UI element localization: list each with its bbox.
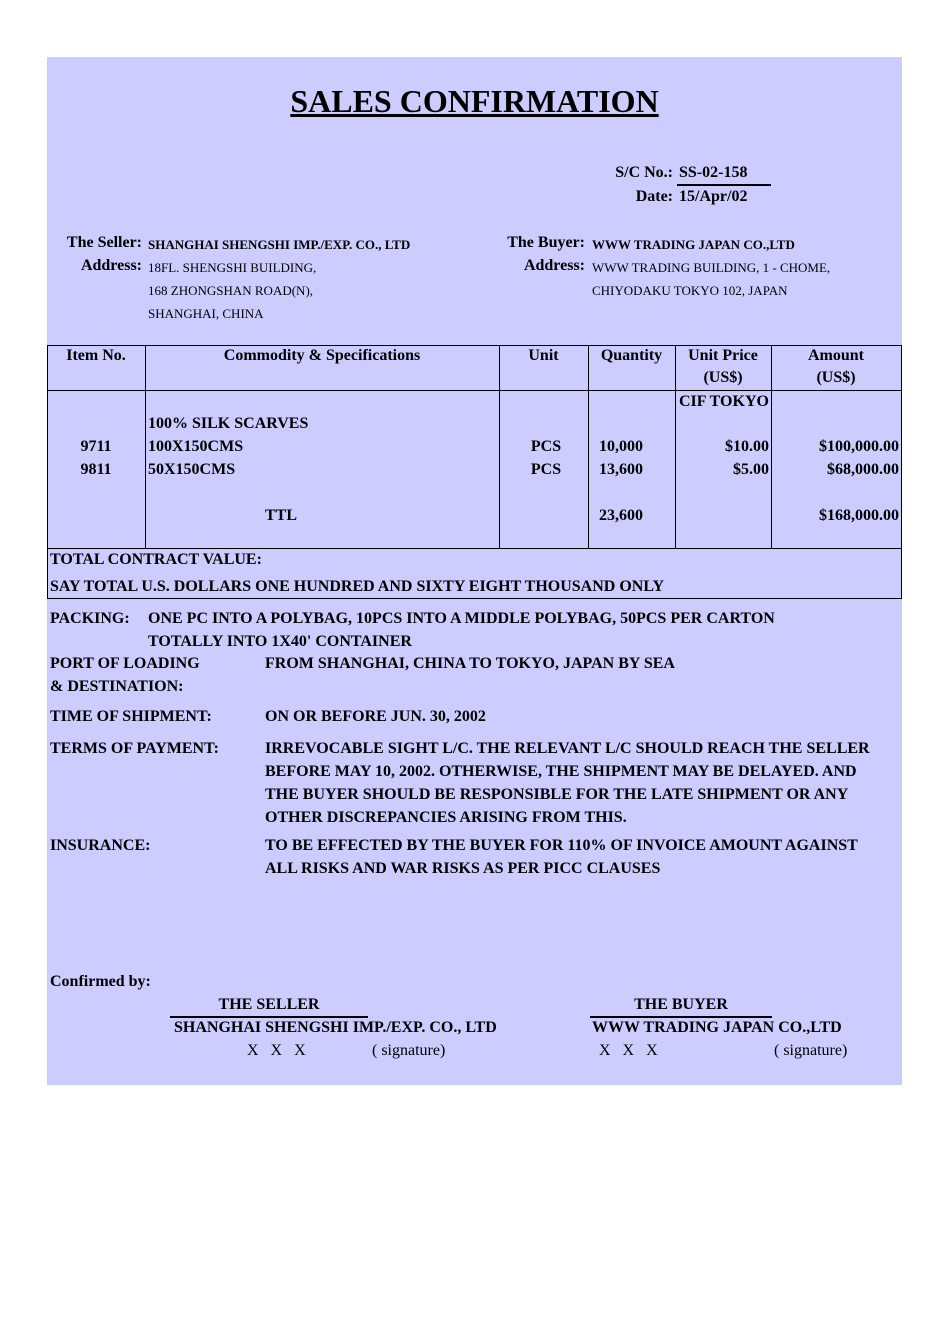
table-cell-spec: 50X150CMS [148,461,236,478]
buyer-label: The Buyer: [507,234,585,251]
buyer-address-line: WWW TRADING BUILDING, 1 - CHOME, [592,260,831,275]
buyer-mark: X X X [599,1042,658,1059]
table-border [47,390,902,391]
insurance-line: TO BE EFFECTED BY THE BUYER FOR 110% OF INVOICE AMOUNT AGAINST [265,837,858,854]
port-label: PORT OF LOADING [50,655,200,672]
sc-no-label: S/C No.: [615,164,673,181]
table-cell-unit: PCS [530,438,562,455]
items-table [47,345,902,599]
table-border [901,345,902,599]
price-term: CIF TOKYO [679,393,769,410]
seller-signature: ( signature) [372,1042,446,1059]
confirmed-by-label: Confirmed by: [50,973,151,990]
payment-line: THE BUYER SHOULD BE RESPONSIBLE FOR THE LATE SHIPMENT OR ANY [265,786,849,803]
table-border [47,548,902,549]
seller-signature-line [170,1016,368,1018]
header-unit: Unit [528,347,559,364]
buyer-address-line: CHIYODAKU TOKYO 102, JAPAN [592,283,788,298]
header-unit-price: Unit Price [688,347,758,364]
date-label: Date: [635,188,673,205]
buyer-signature: ( signature) [774,1042,848,1059]
seller-mark: X X X [247,1042,306,1059]
shipment-value: ON OR BEFORE JUN. 30, 2002 [265,708,486,725]
table-cell-price: $10.00 [725,438,769,455]
buyer-title: THE BUYER [634,996,728,1013]
payment-line: IRREVOCABLE SIGHT L/C. THE RELEVANT L/C SHOULD REACH THE SELLER [265,740,870,757]
header-unit-price-currency: (US$) [703,369,743,386]
buyer-signature-line [590,1016,772,1018]
seller-label: The Seller: [66,234,142,251]
seller-confirm-name: SHANGHAI SHENGSHI IMP./EXP. CO., LTD [174,1019,497,1036]
seller-address-line: SHANGHAI, CHINA [148,306,264,321]
total-label: TTL [265,507,298,524]
insurance-label: INSURANCE: [50,837,151,854]
commodity-description: 100% SILK SCARVES [148,415,309,432]
total-contract-value-label: TOTAL CONTRACT VALUE: [50,551,262,568]
table-cell-amount: $100,000.00 [819,438,899,455]
buyer-confirm-name: WWW TRADING JAPAN CO.,LTD [592,1019,842,1036]
table-cell-unit: PCS [530,461,562,478]
buyer-name: WWW TRADING JAPAN CO.,LTD [592,237,795,252]
table-cell-amount: $68,000.00 [827,461,899,478]
table-border [47,598,902,599]
sc-no-value: SS-02-158 [679,164,748,181]
seller-title: THE SELLER [218,996,320,1013]
packing-line: TOTALLY INTO 1X40' CONTAINER [148,633,412,650]
seller-address-line: 18FL. SHENGSHI BUILDING, [148,260,317,275]
date-value: 15/Apr/02 [679,188,748,205]
table-cell-qty: 10,000 [599,438,643,455]
seller-address-line: 168 ZHONGSHAN ROAD(N), [148,283,314,298]
insurance-line: ALL RISKS AND WAR RISKS AS PER PICC CLAUSES [265,860,661,877]
header-commodity: Commodity & Specifications [223,347,421,364]
packing-line: ONE PC INTO A POLYBAG, 10PCS INTO A MIDDLE POLYBAG, 50PCS PER CARTON [148,610,775,627]
table-border [145,345,146,548]
sales-confirmation-sheet [47,57,902,1085]
table-cell-spec: 100X150CMS [148,438,244,455]
page-title: SALES CONFIRMATION [290,83,659,119]
buyer-address-label: Address: [523,257,585,274]
total-contract-value-words: SAY TOTAL U.S. DOLLARS ONE HUNDRED AND SIXTY EIGHT THOUSAND ONLY [50,578,665,595]
total-amount: $168,000.00 [819,507,899,524]
packing-label: PACKING: [50,610,130,627]
table-cell-qty: 13,600 [599,461,643,478]
header-quantity: Quantity [600,347,663,364]
seller-name: SHANGHAI SHENGSHI IMP./EXP. CO., LTD [148,237,411,252]
table-cell-item: 9711 [80,438,112,455]
header-amount-currency: (US$) [816,369,856,386]
header-item-no: Item No. [66,347,126,364]
port-label: & DESTINATION: [50,678,184,695]
sc-no-underline [677,184,771,186]
table-border [47,345,902,346]
seller-address-label: Address: [80,257,142,274]
table-cell-item: 9811 [80,461,112,478]
port-value: FROM SHANGHAI, CHINA TO TOKYO, JAPAN BY SEA [265,655,675,672]
table-cell-price: $5.00 [733,461,769,478]
payment-line: BEFORE MAY 10, 2002. OTHERWISE, THE SHIPMENT MAY BE DELAYED. AND [265,763,857,780]
shipment-label: TIME OF SHIPMENT: [50,708,212,725]
payment-line: OTHER DISCREPANCIES ARISING FROM THIS. [265,809,627,826]
total-quantity: 23,600 [599,507,643,524]
header-amount: Amount [807,347,864,364]
payment-label: TERMS OF PAYMENT: [50,740,219,757]
